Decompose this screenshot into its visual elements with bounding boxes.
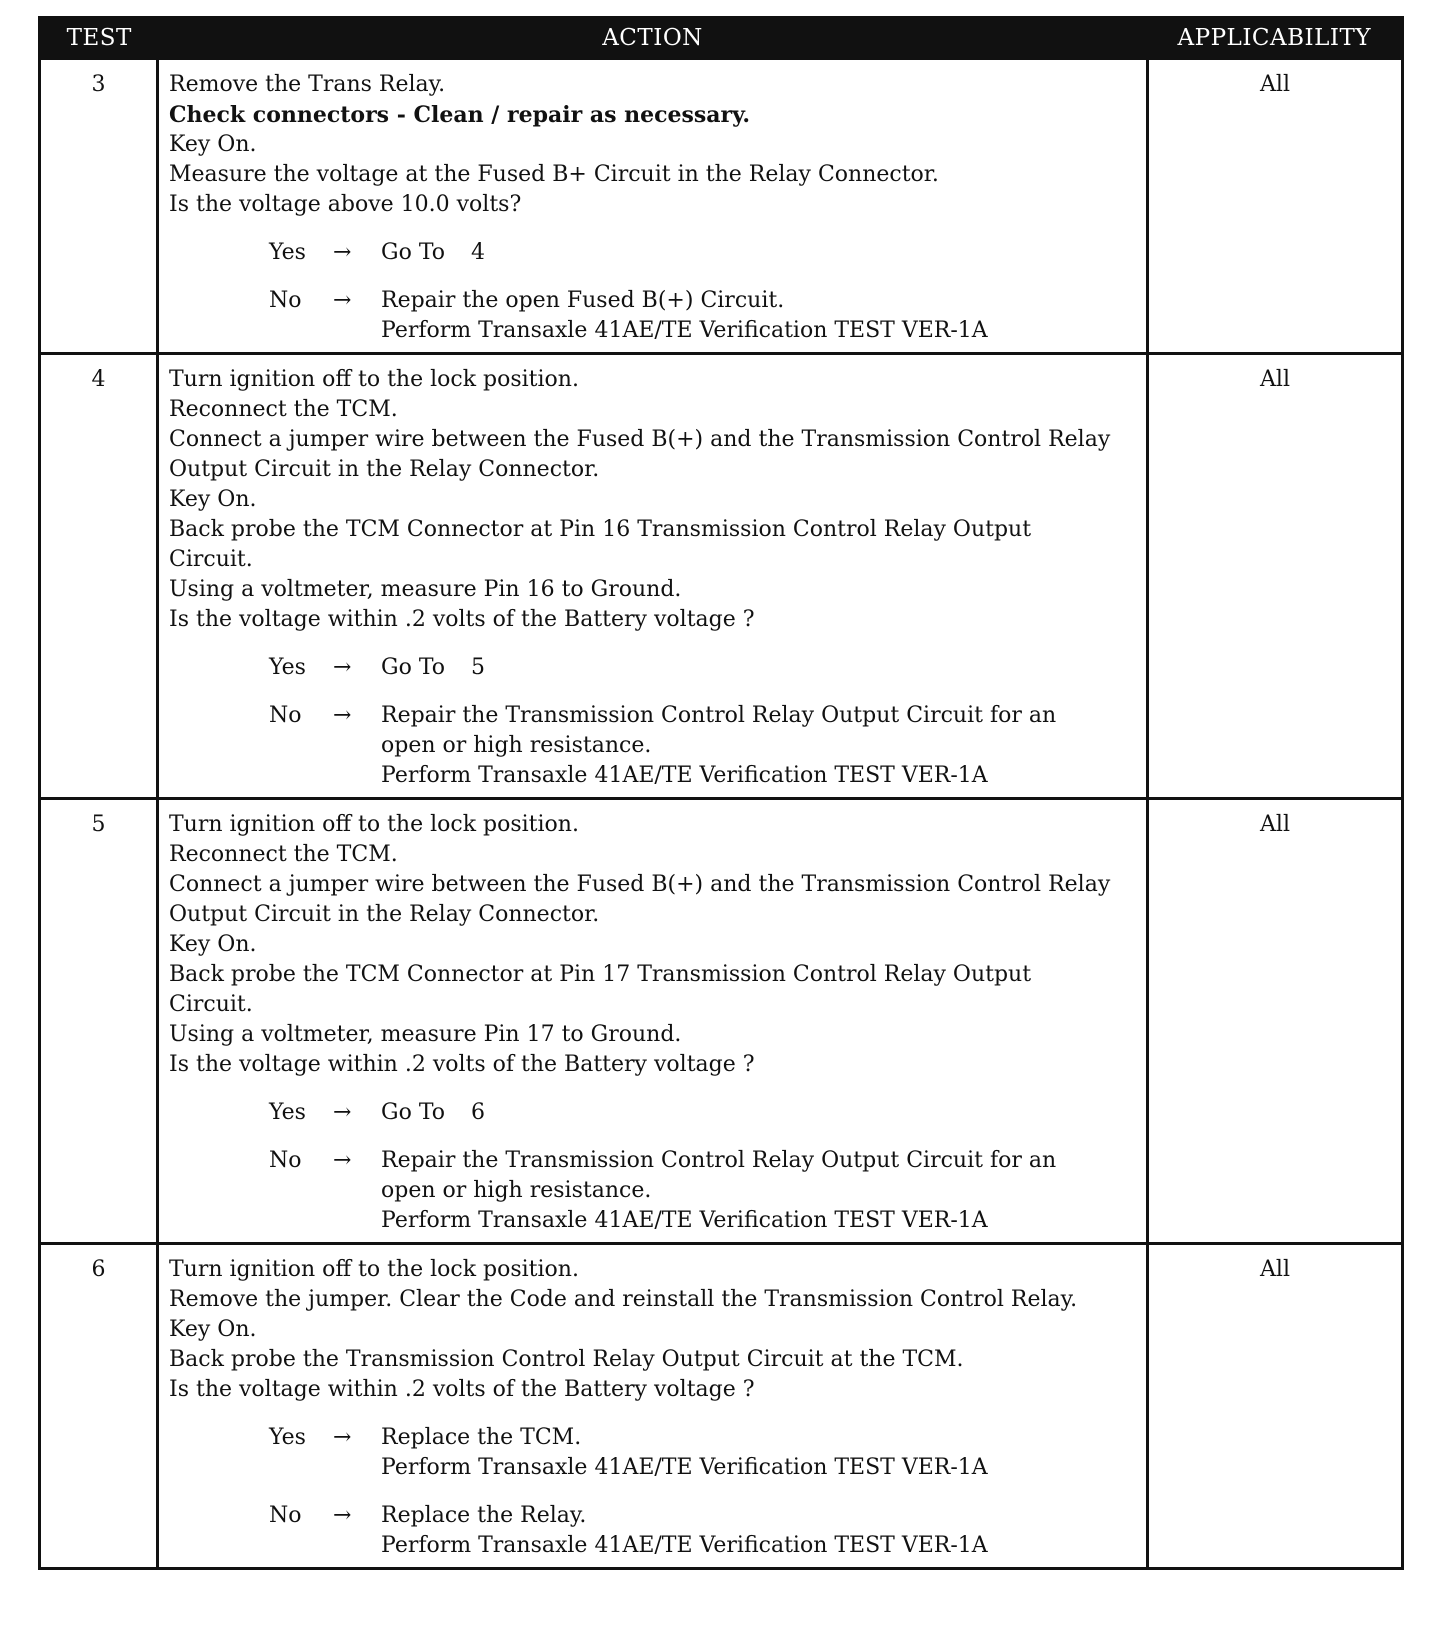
result-line: open or high resistance. <box>381 1178 652 1203</box>
yes-outcome <box>169 1098 1136 1128</box>
arrow-right-icon: → <box>333 1100 352 1125</box>
no-outcome <box>169 286 1136 346</box>
arrow-right-icon: → <box>333 1425 352 1450</box>
result-line: Perform Transaxle 41AE/TE Verification TEST VER-1A <box>381 1208 988 1233</box>
no-result <box>381 1501 1136 1561</box>
yes-outcome <box>169 1423 1136 1483</box>
result-line: Perform Transaxle 41AE/TE Verification TEST VER-1A <box>381 1533 988 1558</box>
action-line: Connect a jumper wire between the Fused B(+) and the Transmission Control Relay <box>169 872 1111 897</box>
diagnostic-page <box>38 16 1401 1570</box>
test-applicability: All <box>1148 354 1403 799</box>
action-line: Connect a jumper wire between the Fused B(+) and the Transmission Control Relay <box>169 427 1111 452</box>
action-line: Circuit. <box>169 547 253 572</box>
arrow-right-icon: → <box>333 1148 352 1173</box>
yes-label: Yes <box>269 1100 306 1125</box>
result-line: Repair the Transmission Control Relay Output Circuit for an <box>381 703 1057 728</box>
result-line: Repair the open Fused B(+) Circuit. <box>381 288 785 313</box>
result-line: Perform Transaxle 41AE/TE Verification TEST VER-1A <box>381 763 988 788</box>
test-number: 5 <box>40 799 158 1244</box>
action-line: Output Circuit in the Relay Connector. <box>169 457 600 482</box>
yes-label: Yes <box>269 1425 306 1450</box>
test-number: 6 <box>40 1244 158 1569</box>
no-label: No <box>269 288 302 313</box>
test-number: 4 <box>40 354 158 799</box>
test-number: 3 <box>40 59 158 354</box>
goto-number: 4 <box>471 240 486 265</box>
no-outcome <box>169 701 1136 791</box>
no-result <box>381 701 1136 791</box>
action-line: Key On. <box>169 132 257 157</box>
action-line: Output Circuit in the Relay Connector. <box>169 902 600 927</box>
test-row-4 <box>40 354 1403 799</box>
test-row-3 <box>40 59 1403 354</box>
action-line: Remove the jumper. Clear the Code and reinstall the Transmission Control Relay. <box>169 1287 1078 1312</box>
diagnostic-table <box>38 16 1404 1570</box>
action-question: Is the voltage within .2 volts of the Battery voltage ? <box>169 1377 755 1402</box>
test-action <box>158 1244 1148 1569</box>
no-result <box>381 286 1136 346</box>
result-line: Replace the TCM. <box>381 1425 582 1450</box>
action-line: Key On. <box>169 487 257 512</box>
arrow-right-icon: → <box>333 655 352 680</box>
action-line: Using a voltmeter, measure Pin 17 to Ground. <box>169 1022 682 1047</box>
action-line: Circuit. <box>169 992 253 1017</box>
goto-link[interactable] <box>381 238 1136 268</box>
action-line-emphasis: Check connectors - Clean / repair as necessary. <box>169 102 751 128</box>
goto-text: Go To <box>381 1100 446 1125</box>
action-line: Turn ignition off to the lock position. <box>169 812 579 837</box>
result-line: Repair the Transmission Control Relay Output Circuit for an <box>381 1148 1057 1173</box>
action-line: Turn ignition off to the lock position. <box>169 1257 579 1282</box>
no-result <box>381 1146 1136 1236</box>
test-applicability: All <box>1148 1244 1403 1569</box>
result-line: Replace the Relay. <box>381 1503 587 1528</box>
no-outcome <box>169 1146 1136 1236</box>
result-line: open or high resistance. <box>381 733 652 758</box>
arrow-right-icon: → <box>333 240 352 265</box>
goto-text: Go To <box>381 655 446 680</box>
test-applicability: All <box>1148 59 1403 354</box>
no-label: No <box>269 1503 302 1528</box>
action-line: Reconnect the TCM. <box>169 842 398 867</box>
action-line: Measure the voltage at the Fused B+ Circuit in the Relay Connector. <box>169 162 939 187</box>
no-label: No <box>269 703 302 728</box>
arrow-right-icon: → <box>333 288 352 313</box>
header-action: ACTION <box>158 18 1148 59</box>
goto-link[interactable] <box>381 653 1136 683</box>
action-question: Is the voltage within .2 volts of the Battery voltage ? <box>169 607 755 632</box>
action-line: Key On. <box>169 1317 257 1342</box>
action-line: Back probe the Transmission Control Relay Output Circuit at the TCM. <box>169 1347 964 1372</box>
result-line: Perform Transaxle 41AE/TE Verification TEST VER-1A <box>381 1455 988 1480</box>
goto-link[interactable] <box>381 1098 1136 1128</box>
action-line: Turn ignition off to the lock position. <box>169 367 579 392</box>
action-question: Is the voltage above 10.0 volts? <box>169 192 522 217</box>
arrow-right-icon: → <box>333 703 352 728</box>
action-line: Key On. <box>169 932 257 957</box>
no-outcome <box>169 1501 1136 1561</box>
test-action <box>158 799 1148 1244</box>
action-line: Remove the Trans Relay. <box>169 72 446 97</box>
goto-number: 5 <box>471 655 486 680</box>
arrow-right-icon: → <box>333 1503 352 1528</box>
action-line: Using a voltmeter, measure Pin 16 to Ground. <box>169 577 682 602</box>
test-row-6 <box>40 1244 1403 1569</box>
action-line: Reconnect the TCM. <box>169 397 398 422</box>
yes-label: Yes <box>269 240 306 265</box>
action-line: Back probe the TCM Connector at Pin 17 Transmission Control Relay Output <box>169 962 1032 987</box>
action-question: Is the voltage within .2 volts of the Battery voltage ? <box>169 1052 755 1077</box>
yes-outcome <box>169 238 1136 268</box>
header-applicability: APPLICABILITY <box>1148 18 1403 59</box>
test-row-5 <box>40 799 1403 1244</box>
yes-label: Yes <box>269 655 306 680</box>
test-applicability: All <box>1148 799 1403 1244</box>
yes-outcome <box>169 653 1136 683</box>
yes-result <box>381 1423 1136 1483</box>
test-action <box>158 59 1148 354</box>
goto-number: 6 <box>471 1100 486 1125</box>
test-action <box>158 354 1148 799</box>
table-header-row <box>40 18 1403 59</box>
result-line: Perform Transaxle 41AE/TE Verification TEST VER-1A <box>381 318 988 343</box>
no-label: No <box>269 1148 302 1173</box>
goto-text: Go To <box>381 240 446 265</box>
header-test: TEST <box>40 18 158 59</box>
action-line: Back probe the TCM Connector at Pin 16 Transmission Control Relay Output <box>169 517 1032 542</box>
